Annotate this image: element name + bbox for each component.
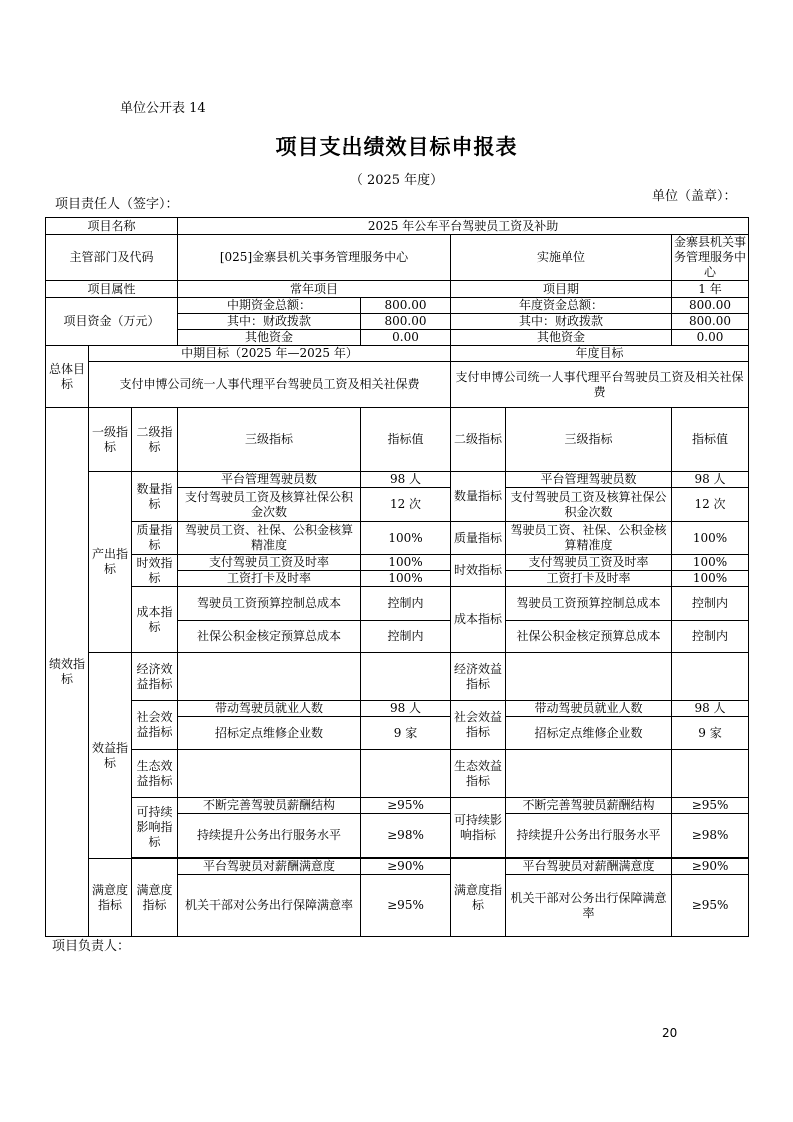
qual1-value-right: 100%	[672, 522, 749, 555]
impl-unit-value: 金寨县机关事务管理服务中心	[672, 235, 749, 281]
responsible-signature-label: 项目责任人（签字）：	[55, 197, 179, 212]
sustain-label: 可持续影响指标	[132, 798, 178, 858]
social1-value-right: 98 人	[672, 701, 749, 717]
cost-label-right: 成本指标	[451, 587, 506, 653]
sustain2-right: 持续提升公务出行服务水平	[506, 814, 672, 858]
qty1-value-right: 98 人	[672, 472, 749, 488]
sat1-right: 平台驾驶员对薪酬满意度	[506, 859, 672, 875]
qty2-right: 支付驾驶员工资及核算社保公积金次数	[506, 488, 672, 522]
period-label: 项目期	[451, 281, 672, 298]
qty2-value-right: 12 次	[672, 488, 749, 522]
project-lead-label: 项目负责人：	[52, 939, 131, 954]
effect-indicator-label: 效益指标	[89, 653, 132, 859]
year-total-value: 800.00	[672, 298, 749, 314]
sustain1-right: 不断完善驾驶员薪酬结构	[506, 798, 672, 814]
eco-empty-value	[361, 750, 451, 798]
year-total-label: 年度资金总额：	[451, 298, 672, 314]
sustain-label-right: 可持续影响指标	[451, 798, 506, 858]
attr-value: 常年项目	[178, 281, 451, 298]
qty1-right: 平台管理驾驶员数	[506, 472, 672, 488]
year-fiscal-label: 其中：财政拨款	[451, 314, 672, 330]
social2-right: 招标定点维修企业数	[506, 717, 672, 750]
sat2-value-right: ≥95%	[672, 875, 749, 937]
dept-label: 主管部门及代码	[46, 235, 178, 281]
year-other-label: 其他资金	[451, 330, 672, 346]
eco-label: 生态效益指标	[132, 750, 178, 798]
time2-value-right: 100%	[672, 571, 749, 587]
sat2: 机关干部对公务出行保障满意率	[178, 875, 361, 937]
year-other-value: 0.00	[672, 330, 749, 346]
value-header-right: 指标值	[672, 408, 749, 472]
sustain1: 不断完善驾驶员薪酬结构	[178, 798, 361, 814]
project-name-label: 项目名称	[46, 218, 178, 235]
cost1-right: 驾驶员工资预算控制总成本	[506, 587, 672, 621]
sustain1-value-right: ≥95%	[672, 798, 749, 814]
mid-other-label: 其他资金	[178, 330, 361, 346]
mid-total-label: 中期资金总额：	[178, 298, 361, 314]
mid-other-value: 0.00	[361, 330, 451, 346]
mid-total-value: 800.00	[361, 298, 451, 314]
cost2: 社保公积金核定预算总成本	[178, 621, 361, 653]
time2: 工资打卡及时率	[178, 571, 361, 587]
level3-header-right: 三级指标	[506, 408, 672, 472]
qual1: 驾驶员工资、社保、公积金核算精准度	[178, 522, 361, 555]
cost2-value: 控制内	[361, 621, 451, 653]
time2-value: 100%	[361, 571, 451, 587]
doc-code: 单位公开表 14	[120, 101, 206, 116]
level1-header: 一级指标	[89, 408, 132, 472]
qty-label: 数量指标	[132, 472, 178, 522]
project-name-value: 2025 年公车平台驾驶员工资及补助	[178, 218, 749, 235]
mid-goal-header: 中期目标（2025 年—2025 年）	[89, 346, 451, 362]
time-label-right: 时效指标	[451, 555, 506, 587]
social1-value: 98 人	[361, 701, 451, 717]
social-label-right: 社会效益指标	[451, 701, 506, 750]
econ-empty-right	[506, 653, 672, 701]
cost1: 驾驶员工资预算控制总成本	[178, 587, 361, 621]
time-label: 时效指标	[132, 555, 178, 587]
year-goal-header: 年度目标	[451, 346, 749, 362]
eco-empty-right	[506, 750, 672, 798]
sat1-value: ≥90%	[361, 859, 451, 875]
econ-empty-value	[361, 653, 451, 701]
year-label: （ 2025 年度）	[349, 173, 444, 188]
sustain2-value: ≥98%	[361, 814, 451, 858]
sat-label-right: 满意度指标	[451, 859, 506, 937]
mid-goal-text: 支付申博公司统一人事代理平台驾驶员工资及相关社保费	[89, 362, 451, 408]
fund-label: 项目资金（万元）	[46, 298, 178, 346]
social-label: 社会效益指标	[132, 701, 178, 750]
qty2-value: 12 次	[361, 488, 451, 522]
social1-right: 带动驾驶员就业人数	[506, 701, 672, 717]
social2-value: 9 家	[361, 717, 451, 750]
time1-value: 100%	[361, 555, 451, 571]
social1: 带动驾驶员就业人数	[178, 701, 361, 717]
cost1-value-right: 控制内	[672, 587, 749, 621]
overall-goal-label: 总体目标	[46, 346, 89, 408]
econ-label-right: 经济效益指标	[451, 653, 506, 701]
unit-seal-label: 单位（盖章）：	[652, 189, 737, 204]
sat2-value: ≥95%	[361, 875, 451, 937]
social2: 招标定点维修企业数	[178, 717, 361, 750]
quality-label-right: 质量指标	[451, 522, 506, 555]
perf-indicator-label: 绩效指标	[46, 408, 89, 937]
satisfaction-indicator-label: 满意度指标	[89, 859, 132, 937]
impl-unit-label: 实施单位	[451, 235, 672, 281]
qual1-right: 驾驶员工资、社保、公积金核算精准度	[506, 522, 672, 555]
time1-right: 支付驾驶员工资及时率	[506, 555, 672, 571]
performance-table	[45, 217, 749, 937]
econ-empty	[178, 653, 361, 701]
cost2-value-right: 控制内	[672, 621, 749, 653]
year-fiscal-value: 800.00	[672, 314, 749, 330]
page-title: 项目支出绩效目标申报表	[275, 135, 518, 159]
page-number: 20	[662, 1026, 678, 1040]
qty2: 支付驾驶员工资及核算社保公积金次数	[178, 488, 361, 522]
econ-label: 经济效益指标	[132, 653, 178, 701]
level3-header: 三级指标	[178, 408, 361, 472]
cost2-right: 社保公积金核定预算总成本	[506, 621, 672, 653]
eco-empty-value-right	[672, 750, 749, 798]
level2-header-right: 二级指标	[451, 408, 506, 472]
sat-label: 满意度指标	[132, 859, 178, 937]
sat2-right: 机关干部对公务出行保障满意率	[506, 875, 672, 937]
econ-empty-value-right	[672, 653, 749, 701]
qty-label-right: 数量指标	[451, 472, 506, 522]
eco-label-right: 生态效益指标	[451, 750, 506, 798]
cost1-value: 控制内	[361, 587, 451, 621]
social2-value-right: 9 家	[672, 717, 749, 750]
qty1-value: 98 人	[361, 472, 451, 488]
mid-fiscal-value: 800.00	[361, 314, 451, 330]
sat1-value-right: ≥90%	[672, 859, 749, 875]
output-indicator-label: 产出指标	[89, 472, 132, 653]
qual1-value: 100%	[361, 522, 451, 555]
time1: 支付驾驶员工资及时率	[178, 555, 361, 571]
year-goal-text: 支付申博公司统一人事代理平台驾驶员工资及相关社保费	[451, 362, 749, 408]
value-header: 指标值	[361, 408, 451, 472]
eco-empty	[178, 750, 361, 798]
sustain1-value: ≥95%	[361, 798, 451, 814]
time2-right: 工资打卡及时率	[506, 571, 672, 587]
quality-label: 质量指标	[132, 522, 178, 555]
sustain2-value-right: ≥98%	[672, 814, 749, 858]
sat1: 平台驾驶员对薪酬满意度	[178, 859, 361, 875]
qty1: 平台管理驾驶员数	[178, 472, 361, 488]
cost-label: 成本指标	[132, 587, 178, 653]
sustain2: 持续提升公务出行服务水平	[178, 814, 361, 858]
attr-label: 项目属性	[46, 281, 178, 298]
period-value: 1 年	[672, 281, 749, 298]
time1-value-right: 100%	[672, 555, 749, 571]
dept-value: [025]金寨县机关事务管理服务中心	[178, 235, 451, 281]
mid-fiscal-label: 其中：财政拨款	[178, 314, 361, 330]
level2-header: 二级指标	[132, 408, 178, 472]
